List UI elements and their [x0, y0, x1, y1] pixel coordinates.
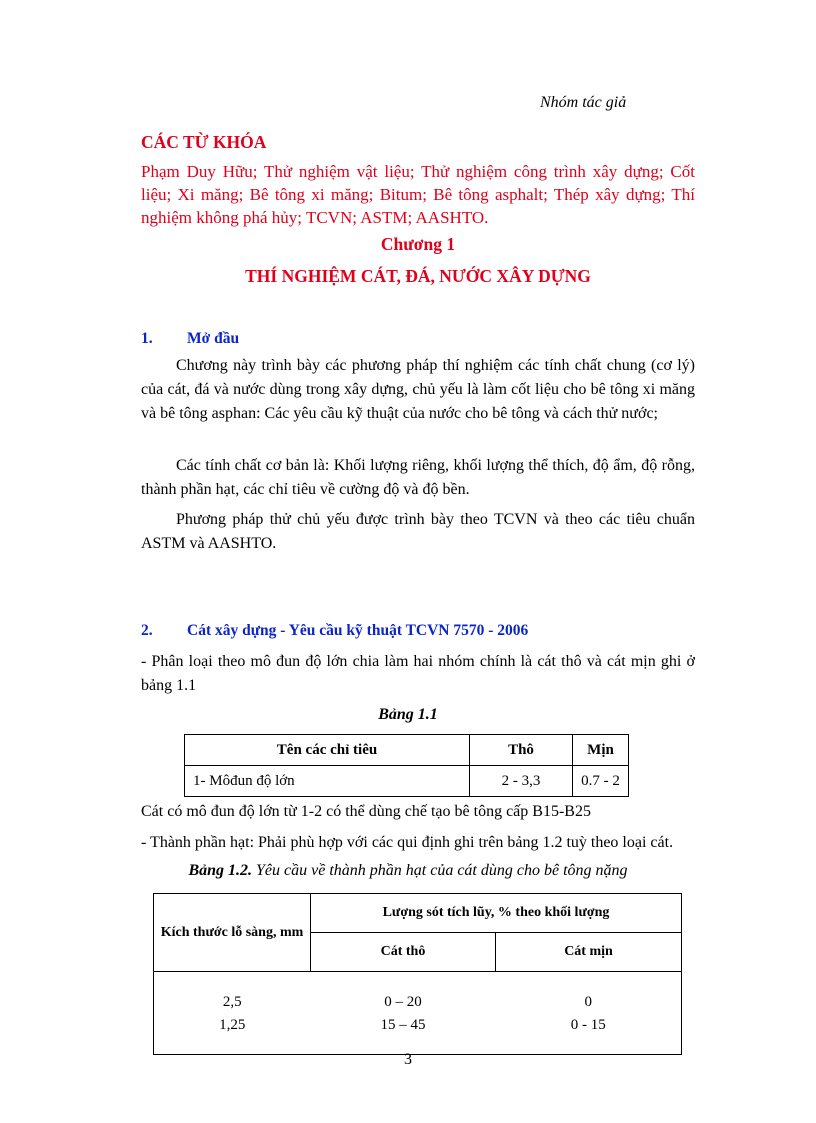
authors-label: Nhóm tác giả: [540, 94, 627, 111]
section-2-number: 2.: [141, 622, 153, 639]
table-row: [154, 1015, 682, 1055]
section-1-paragraph: Chương này trình bày các phương pháp thí nghiệm các tính chất chung (cơ lý) của cát, đá và nước dùng trong xây dựng, chủ yếu là làm cốt liệu cho bê tông xi măng và bê tông asphan: Các yêu cầu kỹ thuật của nước cho bê tông và cách thử nước;: [141, 357, 695, 422]
table-header-cell: Tên các chỉ tiêu: [185, 735, 470, 766]
table-cell: 2 - 3,3: [470, 766, 573, 797]
table-cell: 2,5: [154, 972, 311, 1016]
section-1-paragraph: Các tính chất cơ bản là: Khối lượng riêng, khối lượng thể thích, độ ẩm, độ rỗng, thành phần hạt, các chỉ tiêu về cường độ và độ bền.: [141, 457, 695, 498]
page-number: 3: [404, 1051, 412, 1068]
table-1-caption: Bảng 1.1: [378, 706, 438, 723]
table-header-cell: Thô: [470, 735, 573, 766]
table-1: [184, 734, 629, 797]
table-header-cell: Cát mịn: [496, 933, 682, 972]
table-cell: 15 – 45: [311, 1015, 496, 1055]
table-header-cell: Mịn: [573, 735, 629, 766]
keywords-title: CÁC TỪ KHÓA: [141, 132, 267, 152]
section-1-paragraph: Phương pháp thử chủ yếu được trình bày theo TCVN và theo các tiêu chuẩn ASTM và AASHTO.: [141, 511, 695, 552]
table-header-row: [185, 735, 629, 766]
section-1-number: 1.: [141, 330, 153, 347]
table-cell: 0: [496, 972, 682, 1016]
table-cell: 1- Môđun độ lớn: [185, 766, 470, 797]
table-header-cell: Kích thước lỗ sàng, mm: [154, 894, 311, 972]
table-2-caption-text: Yêu cầu về thành phần hạt của cát dùng cho bê tông nặng: [256, 862, 628, 879]
table-cell: 1,25: [154, 1015, 311, 1055]
section-2-grading-text: - Thành phần hạt: Phải phù hợp với các qui định ghi trên bảng 1.2 tuỳ theo loại cát.: [141, 834, 674, 851]
table-row: [185, 766, 629, 797]
section-2-heading: [141, 622, 528, 640]
keywords-text: Phạm Duy Hữu; Thử nghiệm vật liệu; Thử nghiệm công trình xây dựng; Cốt liệu; Xi măng; Bê tông xi măng; Bitum; Bê tông asphalt; Thép xây dựng; Thí nghiệm không phá hủy; TCVN; ASTM; AASHTO.: [141, 162, 695, 227]
table-2-caption: [0, 862, 816, 880]
section-1-title: Mở đầu: [187, 330, 240, 347]
table-header-row: [154, 894, 682, 933]
table-cell: 0 - 15: [496, 1015, 682, 1055]
section-2-note: Cát có mô đun độ lớn từ 1-2 có thể dùng chế tạo bê tông cấp B15-B25: [141, 803, 591, 820]
table-row: [154, 972, 682, 1016]
table-2: [153, 893, 682, 1055]
section-2-title: Cát xây dựng - Yêu cầu kỹ thuật TCVN 7570 - 2006: [187, 622, 529, 639]
section-2-intro: - Phân loại theo mô đun độ lớn chia làm hai nhóm chính là cát thô và cát mịn ghi ở bảng 1.1: [141, 653, 695, 694]
table-2-caption-label: Bảng 1.2.: [188, 862, 253, 879]
table-cell: 0.7 - 2: [573, 766, 629, 797]
table-header-cell: Lượng sót tích lũy, % theo khối lượng: [311, 894, 682, 933]
chapter-title: THÍ NGHIỆM CÁT, ĐÁ, NƯỚC XÂY DỰNG: [245, 266, 591, 286]
table-header-cell: Cát thô: [311, 933, 496, 972]
chapter-label: Chương 1: [380, 234, 456, 254]
table-cell: 0 – 20: [384, 994, 422, 1010]
section-1-heading: [141, 330, 239, 348]
